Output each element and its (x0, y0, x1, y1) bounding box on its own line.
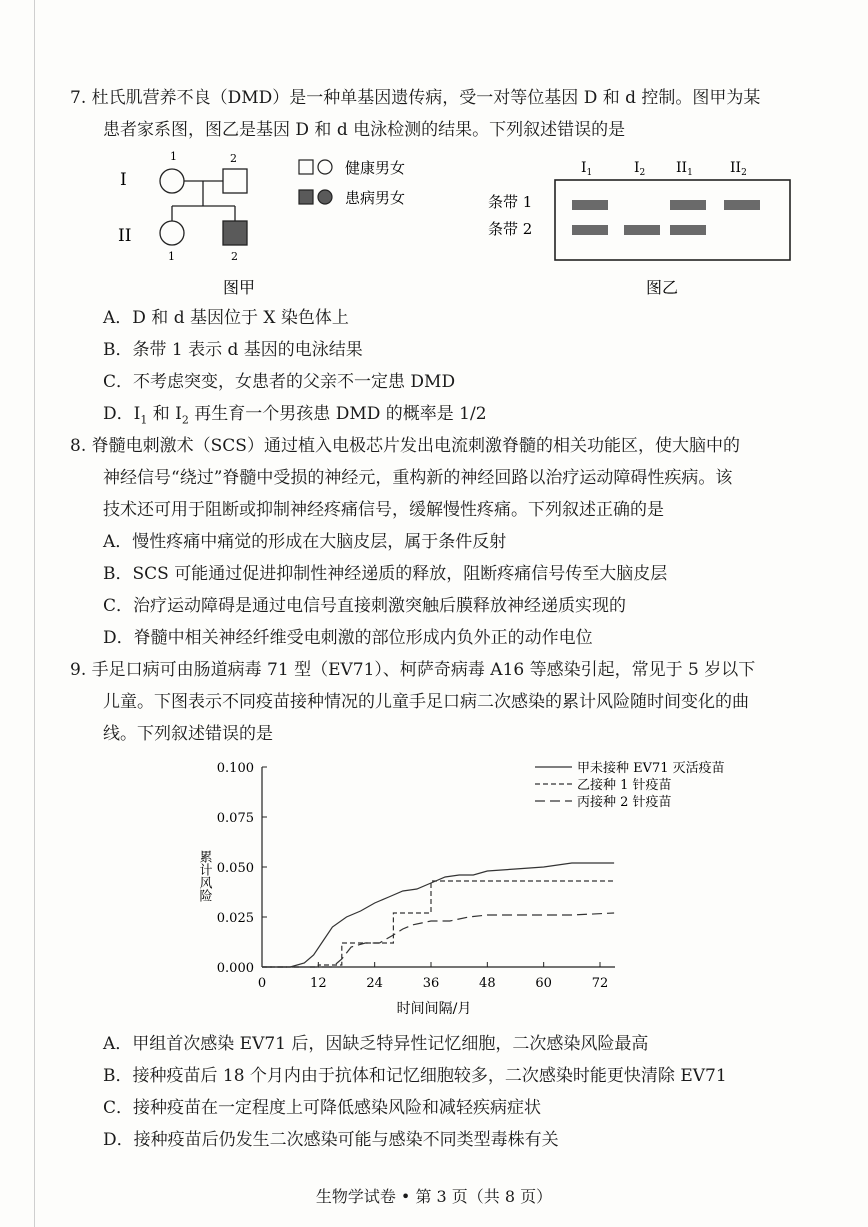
q8-option-c: C．治疗运动障碍是通过电信号直接刺激突触后膜释放神经递质实现的 (103, 596, 627, 616)
gel-lane-label-II1: $II_1$ (676, 160, 693, 178)
chart-legend-label: 乙接种 1 针疫苗 (577, 778, 672, 793)
q9-option-c: C．接种疫苗在一定程度上可降低感染风险和减轻疾病症状 (103, 1098, 542, 1118)
chart-series-1 (262, 863, 614, 967)
page-edge-line (34, 0, 35, 1227)
gel-band-1-lane-3 (670, 200, 706, 210)
chart-xlabel: 时间间隔/月 (396, 1001, 472, 1017)
q9-number: 9. (70, 660, 87, 680)
chart-y-tick-label: 0.075 (216, 811, 254, 826)
pedigree-II2-affected-male (223, 221, 247, 245)
q7-option-b: B．条带 1 表示 d 基因的电泳结果 (103, 340, 363, 360)
gel-band2-label: 条带 2 (488, 220, 533, 238)
chart-x-tick-label: 72 (591, 976, 609, 991)
legend-affected-male-icon (299, 190, 313, 204)
legend-affected-label: 患病男女 (345, 189, 406, 207)
svg-text:2: 2 (231, 250, 238, 263)
chart-ylabel: 累计风险 (196, 850, 212, 902)
q7-option-c: C．不考虑突变，女患者的父亲不一定患 DMD (103, 372, 456, 392)
svg-text:1: 1 (168, 250, 175, 263)
gel-band1-label: 条带 1 (488, 193, 533, 211)
page-footer: 生物学试卷 • 第 3 页（共 8 页） (315, 1187, 553, 1206)
gel-lane-label-I2: $I_2$ (634, 160, 646, 178)
chart-x-tick-label: 12 (310, 976, 327, 991)
chart-x-tick-label: 24 (366, 976, 383, 991)
legend-healthy-label: 健康男女 (345, 159, 406, 177)
q8-number: 8. (70, 436, 87, 456)
pedigree-figure (100, 148, 440, 298)
chart-x-tick-label: 0 (257, 976, 267, 991)
pedigree-I1-healthy-female (160, 169, 184, 193)
svg-text:2: 2 (230, 152, 237, 165)
q8-line3: 技术还可用于阻断或抑制神经疼痛信号，缓解慢性疼痛。下列叙述正确的是 (103, 500, 664, 520)
pedigree-I2-healthy-male (223, 169, 247, 193)
q7-line1: 7. 杜氏肌营养不良（DMD）是一种单基因遗传病，受一对等位基因 D 和 d 控制。图甲为某 (70, 88, 761, 108)
q8-line2: 神经信号“绕过”脊髓中受损的神经元，重构新的神经回路以治疗运动障碍性疾病。该 (103, 468, 733, 488)
q9-option-d: D．接种疫苗后仍发生二次感染可能与感染不同类型毒株有关 (103, 1130, 559, 1150)
chart-series-3 (262, 913, 614, 967)
q8-option-d: D．脊髓中相关神经纤维受电刺激的部位形成内负外正的动作电位 (103, 628, 593, 648)
legend-affected-female-icon (318, 190, 332, 204)
gel-box (555, 180, 790, 260)
chart-y-tick-label: 0.050 (216, 861, 254, 876)
chart-y-tick-label: 0.000 (216, 961, 254, 976)
gel-band-2-lane-2 (624, 225, 660, 235)
legend-healthy-female-icon (318, 160, 332, 174)
q7-option-a: A．D 和 d 基因位于 X 染色体上 (103, 308, 349, 328)
chart-x-tick-label: 60 (535, 976, 552, 991)
pedigree-generation-I: I (120, 170, 127, 190)
pedigree-II1-healthy-female (160, 221, 184, 245)
chart-legend-label: 丙接种 2 针疫苗 (577, 795, 672, 810)
gel-band-1-lane-4 (724, 200, 760, 210)
q8-line1: 8. 脊髓电刺激术（SCS）通过植入电极芯片发出电流刺激脊髓的相关功能区，使大脑中的 (70, 436, 740, 456)
chart-legend-label: 甲未接种 EV71 灭活疫苗 (577, 761, 725, 776)
chart-y-tick-label: 0.025 (216, 911, 254, 926)
gel-caption: 图乙 (646, 278, 679, 297)
q7-option-d: D．$I_1$ 和 $I_2$ 再生育一个男孩患 DMD 的概率是 1/2 (103, 404, 487, 427)
q9-line2: 儿童。下图表示不同疫苗接种情况的儿童手足口病二次感染的累计风险随时间变化的曲 (103, 692, 749, 712)
chart-y-tick-label: 0.100 (216, 761, 254, 776)
q9-line3: 线。下列叙述错误的是 (103, 724, 273, 744)
q7-line2: 患者家系图，图乙是基因 D 和 d 电泳检测的结果。下列叙述错误的是 (103, 120, 626, 140)
q9-option-a: A．甲组首次感染 EV71 后，因缺乏特异性记忆细胞，二次感染风险最高 (103, 1034, 649, 1054)
q7-number: 7. (70, 88, 87, 108)
svg-text:1: 1 (170, 150, 177, 163)
pedigree-generation-II: II (118, 226, 132, 246)
risk-chart (190, 755, 790, 1025)
gel-band-2-lane-1 (572, 225, 608, 235)
gel-lane-label-I1: $I_1$ (581, 160, 593, 178)
legend-healthy-male-icon (299, 160, 313, 174)
gel-band-2-lane-3 (670, 225, 706, 235)
gel-figure (480, 150, 810, 298)
gel-band-1-lane-1 (572, 200, 608, 210)
chart-x-tick-label: 48 (479, 976, 496, 991)
q9-line1: 9. 手足口病可由肠道病毒 71 型（EV71）、柯萨奇病毒 A16 等感染引起，常见于 5 岁以下 (70, 660, 756, 680)
q8-option-a: A．慢性疼痛中痛觉的形成在大脑皮层，属于条件反射 (103, 532, 507, 552)
pedigree-caption: 图甲 (223, 278, 256, 297)
chart-x-tick-label: 36 (422, 976, 440, 991)
q9-option-b: B．接种疫苗后 18 个月内由于抗体和记忆细胞较多，二次感染时能更快清除 EV71 (103, 1066, 727, 1086)
q8-option-b: B．SCS 可能通过促进抑制性神经递质的释放，阻断疼痛信号传至大脑皮层 (103, 564, 668, 584)
gel-lane-label-II2: $II_2$ (730, 160, 747, 178)
